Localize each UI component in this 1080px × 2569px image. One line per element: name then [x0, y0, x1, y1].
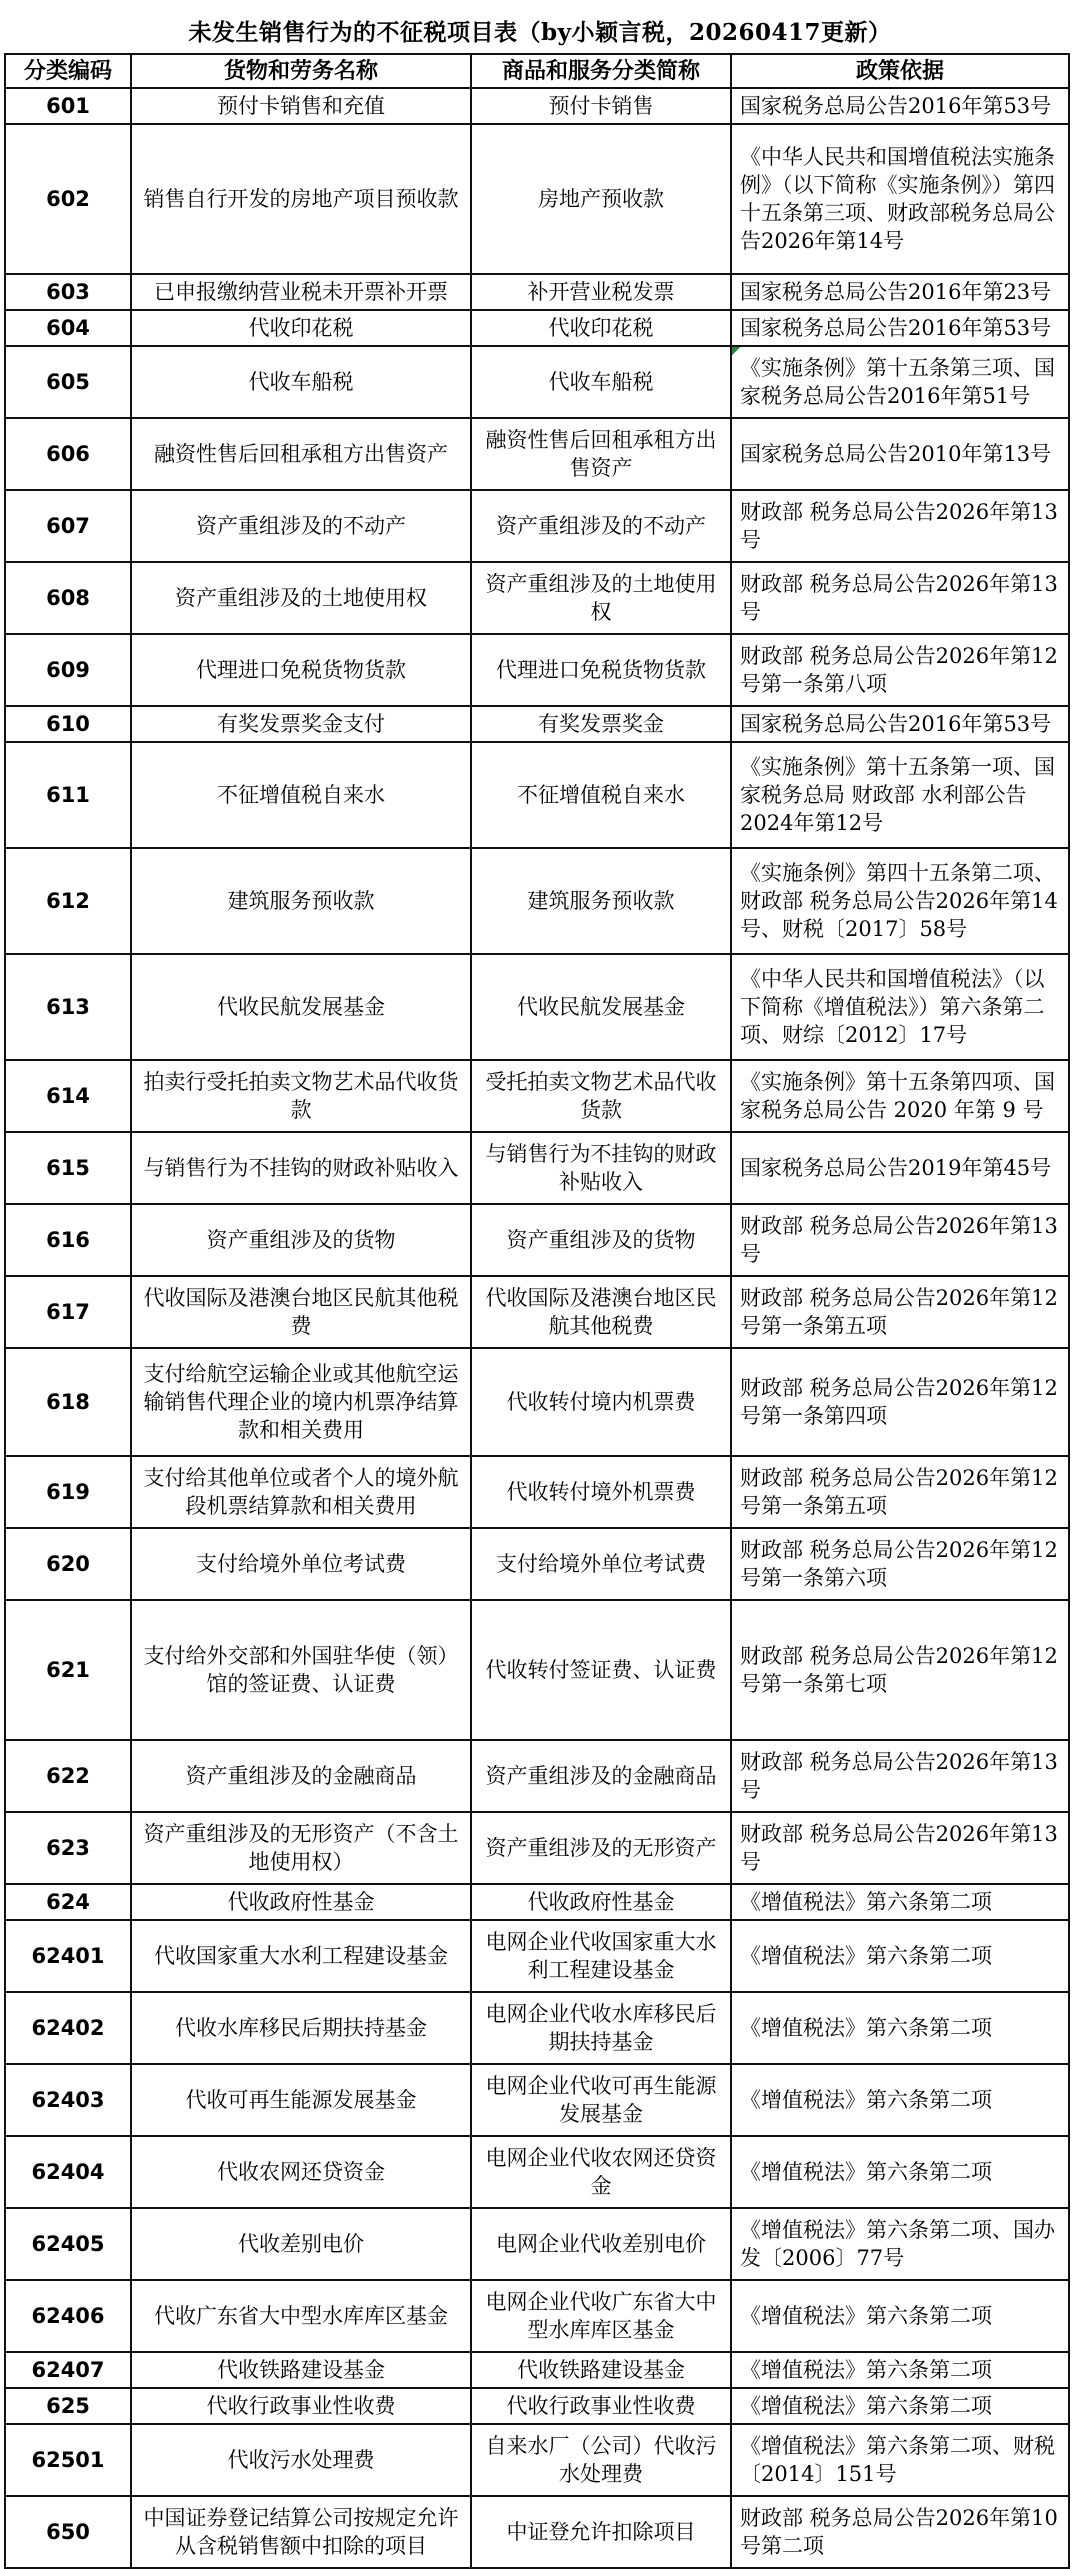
cell-service[interactable]: 有奖发票奖金 — [471, 706, 731, 742]
cell-service[interactable]: 电网企业代收差别电价 — [471, 2208, 731, 2280]
table-row — [5, 1204, 1069, 1276]
cell-service[interactable]: 电网企业代收水库移民后期扶持基金 — [471, 1992, 731, 2064]
cell-code[interactable]: 613 — [5, 954, 131, 1060]
table-row — [5, 2064, 1069, 2136]
cell-code[interactable]: 611 — [5, 742, 131, 848]
cell-code[interactable]: 609 — [5, 634, 131, 706]
cell-service[interactable]: 代收车船税 — [471, 346, 731, 418]
cell-code[interactable]: 62404 — [5, 2136, 131, 2208]
cell-basis[interactable]: 国家税务总局公告2016年第23号 — [731, 274, 1069, 310]
cell-basis[interactable]: 国家税务总局公告2016年第53号 — [731, 310, 1069, 346]
table-row — [5, 2352, 1069, 2388]
cell-goods[interactable]: 支付给外交部和外国驻华使（领）馆的签证费、认证费 — [131, 1600, 471, 1740]
cell-goods[interactable]: 代收农网还贷资金 — [131, 2136, 471, 2208]
cell-goods[interactable]: 代收政府性基金 — [131, 1884, 471, 1920]
cell-goods[interactable]: 资产重组涉及的土地使用权 — [131, 562, 471, 634]
cell-code[interactable]: 608 — [5, 562, 131, 634]
cell-code[interactable]: 612 — [5, 848, 131, 954]
cell-basis[interactable]: 《增值税法》第六条第二项 — [731, 2388, 1069, 2424]
cell-service[interactable]: 代收政府性基金 — [471, 1884, 731, 1920]
table-row — [5, 848, 1069, 954]
table-row — [5, 2424, 1069, 2496]
table-row — [5, 124, 1069, 274]
table-title: 未发生销售行为的不征税项目表（by小颖言税，20260417更新） — [188, 19, 892, 46]
table-row — [5, 1992, 1069, 2064]
cell-code[interactable]: 606 — [5, 418, 131, 490]
cell-service[interactable]: 资产重组涉及的无形资产 — [471, 1812, 731, 1884]
cell-basis[interactable]: 《中华人民共和国增值税法实施条例》（以下简称《实施条例》）第四十五条第三项、财政部税务总局公告2026年第14号 — [731, 124, 1069, 274]
cell-code[interactable]: 62501 — [5, 2424, 131, 2496]
cell-goods[interactable]: 销售自行开发的房地产项目预收款 — [131, 124, 471, 274]
table-row — [5, 490, 1069, 562]
table-row — [5, 1060, 1069, 1132]
cell-service[interactable]: 不征增值税自来水 — [471, 742, 731, 848]
header-row — [5, 54, 1069, 88]
cell-code[interactable]: 620 — [5, 1528, 131, 1600]
cell-code[interactable]: 601 — [5, 88, 131, 124]
cell-code[interactable]: 614 — [5, 1060, 131, 1132]
header-service[interactable]: 商品和服务分类简称 — [471, 54, 731, 88]
cell-code[interactable]: 62407 — [5, 2352, 131, 2388]
cell-code[interactable]: 615 — [5, 1132, 131, 1204]
cell-service[interactable]: 电网企业代收国家重大水利工程建设基金 — [471, 1920, 731, 1992]
cell-service[interactable]: 资产重组涉及的不动产 — [471, 490, 731, 562]
cell-service[interactable]: 融资性售后回租承租方出售资产 — [471, 418, 731, 490]
table-row — [5, 1528, 1069, 1600]
table-row — [5, 2280, 1069, 2352]
cell-basis[interactable]: 财政部 税务总局公告2026年第13号 — [731, 1740, 1069, 1812]
cell-code[interactable]: 607 — [5, 490, 131, 562]
cell-service[interactable]: 中证登允许扣除项目 — [471, 2496, 731, 2568]
header-code[interactable]: 分类编码 — [5, 54, 131, 88]
cell-service[interactable]: 房地产预收款 — [471, 124, 731, 274]
cell-code[interactable]: 621 — [5, 1600, 131, 1740]
cell-basis[interactable]: 国家税务总局公告2019年第45号 — [731, 1132, 1069, 1204]
cell-basis[interactable]: 《增值税法》第六条第二项 — [731, 1920, 1069, 1992]
cell-goods[interactable]: 拍卖行受托拍卖文物艺术品代收货款 — [131, 1060, 471, 1132]
cell-basis[interactable]: 《增值税法》第六条第二项 — [731, 1884, 1069, 1920]
cell-service[interactable]: 代收铁路建设基金 — [471, 2352, 731, 2388]
cell-service[interactable]: 补开营业税发票 — [471, 274, 731, 310]
cell-code[interactable]: 605 — [5, 346, 131, 418]
cell-basis[interactable]: 《增值税法》第六条第二项 — [731, 1992, 1069, 2064]
table-row — [5, 1348, 1069, 1456]
cell-basis[interactable]: 《中华人民共和国增值税法》（以下简称《增值税法》）第六条第二项、财综〔2012〕17号 — [731, 954, 1069, 1060]
table-row — [5, 1812, 1069, 1884]
cell-service[interactable]: 与销售行为不挂钩的财政补贴收入 — [471, 1132, 731, 1204]
cell-code[interactable]: 625 — [5, 2388, 131, 2424]
table-row — [5, 634, 1069, 706]
cell-basis[interactable]: 财政部 税务总局公告2026年第12号第一条第五项 — [731, 1456, 1069, 1528]
cell-service[interactable]: 预付卡销售 — [471, 88, 731, 124]
cell-code[interactable]: 622 — [5, 1740, 131, 1812]
cell-goods[interactable]: 代收国家重大水利工程建设基金 — [131, 1920, 471, 1992]
table-row — [5, 562, 1069, 634]
cell-code[interactable]: 610 — [5, 706, 131, 742]
cell-code[interactable]: 617 — [5, 1276, 131, 1348]
cell-service[interactable]: 代收印花税 — [471, 310, 731, 346]
cell-goods[interactable]: 资产重组涉及的不动产 — [131, 490, 471, 562]
cell-service[interactable]: 受托拍卖文物艺术品代收货款 — [471, 1060, 731, 1132]
cell-code[interactable]: 650 — [5, 2496, 131, 2568]
cell-basis[interactable]: 《增值税法》第六条第二项 — [731, 2136, 1069, 2208]
cell-basis[interactable]: 《实施条例》第四十五条第二项、财政部 税务总局公告2026年第14号、财税〔2017〕58号 — [731, 848, 1069, 954]
cell-code[interactable]: 618 — [5, 1348, 131, 1456]
cell-goods[interactable]: 代收可再生能源发展基金 — [131, 2064, 471, 2136]
cell-goods[interactable]: 代收印花税 — [131, 310, 471, 346]
cell-code[interactable]: 603 — [5, 274, 131, 310]
table-row — [5, 88, 1069, 124]
cell-service[interactable]: 资产重组涉及的金融商品 — [471, 1740, 731, 1812]
cell-basis[interactable]: 《增值税法》第六条第二项 — [731, 2280, 1069, 2352]
table-row — [5, 346, 1069, 418]
table-body — [5, 88, 1069, 2568]
cell-code[interactable]: 62401 — [5, 1920, 131, 1992]
cell-goods[interactable]: 代收污水处理费 — [131, 2424, 471, 2496]
cell-basis[interactable]: 财政部 税务总局公告2026年第12号第一条第八项 — [731, 634, 1069, 706]
cell-goods[interactable]: 代收行政事业性收费 — [131, 2388, 471, 2424]
cell-goods[interactable]: 融资性售后回租承租方出售资产 — [131, 418, 471, 490]
cell-basis[interactable]: 财政部 税务总局公告2026年第12号第一条第四项 — [731, 1348, 1069, 1456]
cell-goods[interactable]: 资产重组涉及的金融商品 — [131, 1740, 471, 1812]
cell-basis[interactable]: 《实施条例》第十五条第四项、国家税务总局公告 2020 年第 9 号 — [731, 1060, 1069, 1132]
header-basis[interactable]: 政策依据 — [731, 54, 1069, 88]
cell-service[interactable]: 代收转付境外机票费 — [471, 1456, 731, 1528]
cell-goods[interactable]: 代理进口免税货物货款 — [131, 634, 471, 706]
table-row — [5, 1740, 1069, 1812]
table-row — [5, 274, 1069, 310]
cell-goods[interactable]: 已申报缴纳营业税未开票补开票 — [131, 274, 471, 310]
cell-service[interactable]: 代收转付境内机票费 — [471, 1348, 731, 1456]
cell-goods[interactable]: 代收广东省大中型水库库区基金 — [131, 2280, 471, 2352]
cell-goods[interactable]: 代收车船税 — [131, 346, 471, 418]
cell-goods[interactable]: 支付给境外单位考试费 — [131, 1528, 471, 1600]
cell-code[interactable]: 604 — [5, 310, 131, 346]
cell-service[interactable]: 资产重组涉及的货物 — [471, 1204, 731, 1276]
cell-goods[interactable]: 中国证券登记结算公司按规定允许从含税销售额中扣除的项目 — [131, 2496, 471, 2568]
cell-basis[interactable]: 国家税务总局公告2010年第13号 — [731, 418, 1069, 490]
cell-basis[interactable]: 国家税务总局公告2016年第53号 — [731, 706, 1069, 742]
cell-goods[interactable]: 有奖发票奖金支付 — [131, 706, 471, 742]
cell-basis[interactable]: 财政部 税务总局公告2026年第13号 — [731, 562, 1069, 634]
table-row — [5, 1276, 1069, 1348]
cell-basis[interactable]: 《增值税法》第六条第二项、财税〔2014〕151号 — [731, 2424, 1069, 2496]
cell-service[interactable]: 代收国际及港澳台地区民航其他税费 — [471, 1276, 731, 1348]
cell-service[interactable]: 代收行政事业性收费 — [471, 2388, 731, 2424]
cell-goods[interactable]: 预付卡销售和充值 — [131, 88, 471, 124]
table-row — [5, 2136, 1069, 2208]
cell-goods[interactable]: 支付给其他单位或者个人的境外航段机票结算款和相关费用 — [131, 1456, 471, 1528]
cell-service[interactable]: 代收转付签证费、认证费 — [471, 1600, 731, 1740]
cell-goods[interactable]: 支付给航空运输企业或其他航空运输销售代理企业的境内机票净结算款和相关费用 — [131, 1348, 471, 1456]
cell-goods[interactable]: 代收差别电价 — [131, 2208, 471, 2280]
table-row — [5, 1920, 1069, 1992]
cell-basis[interactable]: 财政部 税务总局公告2026年第13号 — [731, 490, 1069, 562]
cell-basis[interactable]: 《增值税法》第六条第二项 — [731, 2064, 1069, 2136]
cell-basis[interactable]: 财政部 税务总局公告2026年第13号 — [731, 1204, 1069, 1276]
cell-code[interactable]: 62402 — [5, 1992, 131, 2064]
table-row — [5, 310, 1069, 346]
cell-service[interactable]: 电网企业代收农网还贷资金 — [471, 2136, 731, 2208]
cell-code[interactable]: 62406 — [5, 2280, 131, 2352]
cell-code[interactable]: 62405 — [5, 2208, 131, 2280]
cell-service[interactable]: 自来水厂（公司）代收污水处理费 — [471, 2424, 731, 2496]
table-row — [5, 418, 1069, 490]
cell-basis[interactable]: 国家税务总局公告2016年第53号 — [731, 88, 1069, 124]
cell-code[interactable]: 624 — [5, 1884, 131, 1920]
cell-goods[interactable]: 建筑服务预收款 — [131, 848, 471, 954]
cell-code[interactable]: 623 — [5, 1812, 131, 1884]
cell-basis[interactable]: 《实施条例》第十五条第一项、国家税务总局 财政部 水利部公告2024年第12号 — [731, 742, 1069, 848]
cell-code[interactable]: 616 — [5, 1204, 131, 1276]
cell-service[interactable]: 电网企业代收可再生能源发展基金 — [471, 2064, 731, 2136]
cell-basis[interactable]: 《增值税法》第六条第二项 — [731, 2352, 1069, 2388]
cell-service[interactable]: 电网企业代收广东省大中型水库库区基金 — [471, 2280, 731, 2352]
cell-code[interactable]: 602 — [5, 124, 131, 274]
cell-code[interactable]: 619 — [5, 1456, 131, 1528]
cell-goods[interactable]: 与销售行为不挂钩的财政补贴收入 — [131, 1132, 471, 1204]
cell-goods[interactable]: 代收铁路建设基金 — [131, 2352, 471, 2388]
header-goods[interactable]: 货物和劳务名称 — [131, 54, 471, 88]
cell-basis[interactable]: 财政部 税务总局公告2026年第10号第二项 — [731, 2496, 1069, 2568]
table-row — [5, 2388, 1069, 2424]
table-row — [5, 1132, 1069, 1204]
table-row — [5, 1884, 1069, 1920]
cell-basis[interactable]: 财政部 税务总局公告2026年第12号第一条第六项 — [731, 1528, 1069, 1600]
table-row — [5, 1456, 1069, 1528]
cell-basis[interactable]: 《增值税法》第六条第二项、国办发〔2006〕77号 — [731, 2208, 1069, 2280]
cell-service[interactable]: 支付给境外单位考试费 — [471, 1528, 731, 1600]
cell-basis[interactable]: 财政部 税务总局公告2026年第13号 — [731, 1812, 1069, 1884]
cell-service[interactable]: 建筑服务预收款 — [471, 848, 731, 954]
table-row — [5, 706, 1069, 742]
table-row — [5, 2496, 1069, 2568]
cell-basis[interactable]: 财政部 税务总局公告2026年第12号第一条第五项 — [731, 1276, 1069, 1348]
cell-service[interactable]: 代理进口免税货物货款 — [471, 634, 731, 706]
table-row — [5, 954, 1069, 1060]
cell-goods[interactable]: 代收水库移民后期扶持基金 — [131, 1992, 471, 2064]
cell-goods[interactable]: 资产重组涉及的无形资产（不含土地使用权） — [131, 1812, 471, 1884]
cell-basis[interactable]: 财政部 税务总局公告2026年第12号第一条第七项 — [731, 1600, 1069, 1740]
table-row — [5, 742, 1069, 848]
table-row — [5, 1600, 1069, 1740]
cell-goods[interactable]: 代收国际及港澳台地区民航其他税费 — [131, 1276, 471, 1348]
cell-goods[interactable]: 代收民航发展基金 — [131, 954, 471, 1060]
cell-goods[interactable]: 资产重组涉及的货物 — [131, 1204, 471, 1276]
cell-code[interactable]: 62403 — [5, 2064, 131, 2136]
cell-basis[interactable]: 《实施条例》第十五条第三项、国家税务总局公告2016年第51号 — [731, 346, 1069, 418]
table-row — [5, 2208, 1069, 2280]
cell-service[interactable]: 代收民航发展基金 — [471, 954, 731, 1060]
cell-goods[interactable]: 不征增值税自来水 — [131, 742, 471, 848]
cell-service[interactable]: 资产重组涉及的土地使用权 — [471, 562, 731, 634]
tax-items-table — [4, 53, 1070, 2569]
